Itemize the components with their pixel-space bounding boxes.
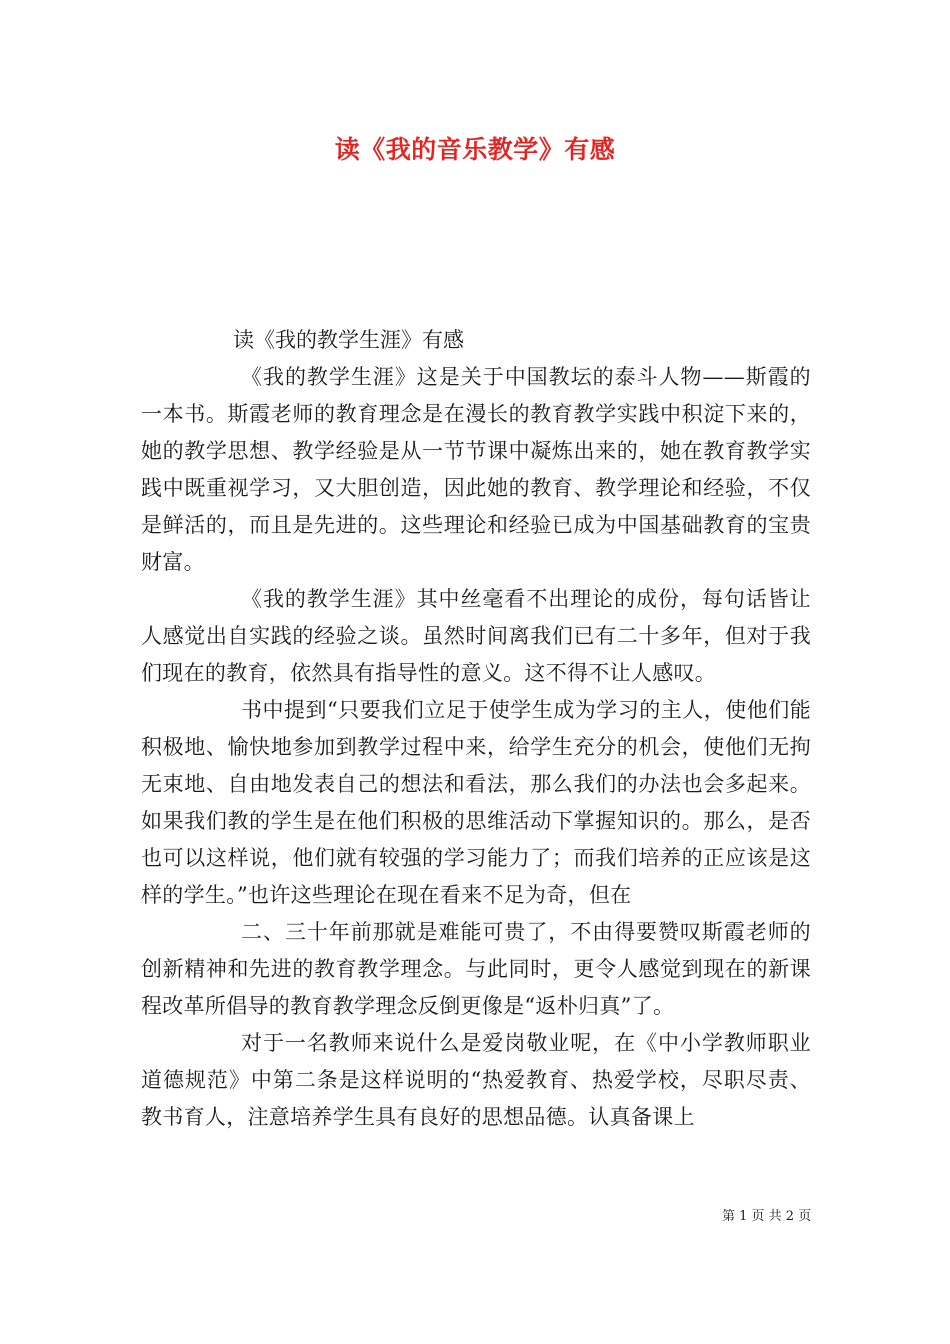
paragraph-4: 二、三十年前那就是难能可贵了，不由得要赞叹斯霞老师的创新精神和先进的教育教学理念。与此同时，更令人感觉到现在的新课程改革所倡导的教育教学理念反倒更像是“返朴归真”了。 bbox=[141, 920, 811, 1018]
paragraph-3: 书中提到“只要我们立足于使学生成为学习的主人，使他们能积极地、愉快地参加到教学过程中来，给学生充分的机会，使他们无拘无束地、自由地发表自己的想法和看法，那么我们的办法也会多起来。如果我们教的学生是在他们积极的思维活动下掌握知识的。那么，是否也可以这样说，他们就有较强的学习能力了；而我们培养的正应该是这样的学生。”也许这些理论在现在看来不足为奇，但在 bbox=[141, 698, 811, 907]
paragraph-2: 《我的教学生涯》其中丝毫看不出理论的成份，每句话皆让人感觉出自实践的经验之谈。虽然时间离我们已有二十多年，但对于我们现在的教育，依然具有指导性的意义。这不得不让人感叹。 bbox=[141, 587, 811, 685]
document-body bbox=[141, 322, 811, 1136]
article-subtitle: 读《我的教学生涯》有感 bbox=[233, 328, 464, 352]
paragraph-5: 对于一名教师来说什么是爱岗敬业呢，在《中小学教师职业道德规范》中第二条是这样说明的“热爱教育、热爱学校，尽职尽责、教书育人，注意培养学生具有良好的思想品德。认真备课上 bbox=[141, 1031, 811, 1129]
paragraph-1: 《我的教学生涯》这是关于中国教坛的泰斗人物——斯霞的一本书。斯霞老师的教育理念是在漫长的教育教学实践中积淀下来的，她的教学思想、教学经验是从一节节课中凝炼出来的，她在教育教学实践中既重视学习，又大胆创造，因此她的教育、教学理论和经验，不仅是鲜活的，而且是先进的。这些理论和经验已成为中国基础教育的宝贵财富。 bbox=[141, 365, 811, 574]
document-title: 读《我的音乐教学》有感 bbox=[334, 135, 616, 164]
page-number-footer: 第 1 页 共 2 页 bbox=[722, 1209, 812, 1224]
